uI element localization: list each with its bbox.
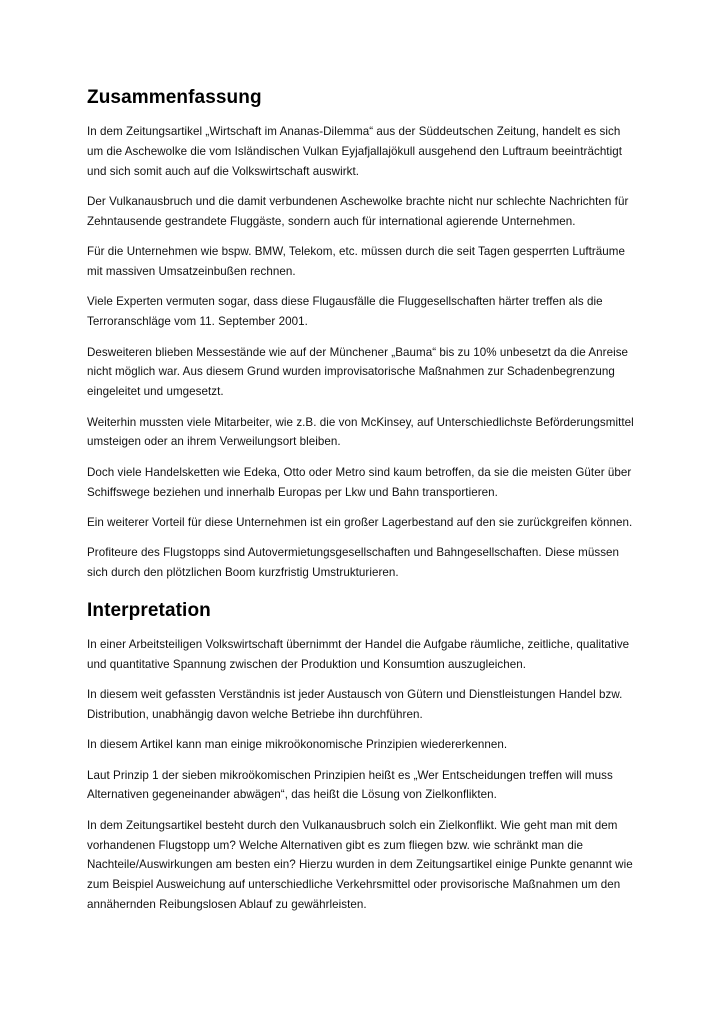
paragraph: Weiterhin mussten viele Mitarbeiter, wie z.B. die von McKinsey, auf Unterschiedlichste Beförderungsmittel umsteigen oder an ihrem Verweilungsort bleiben. [87, 415, 634, 449]
paragraph: In einer Arbeitsteiligen Volkswirtschaft übernimmt der Handel die Aufgabe räumliche, zeitliche, qualitative und quantitative Spannung zwischen der Produktion und Konsumtion auszugleichen. [87, 637, 630, 671]
paragraph: In diesem Artikel kann man einige mikroökonomische Prinzipien wiedererkennen. [87, 738, 508, 752]
paragraph: Viele Experten vermuten sogar, dass diese Flugausfälle die Fluggesellschaften härter treffen als die Terroranschläge vom 11. September 2001. [87, 295, 603, 329]
paragraph: Der Vulkanausbruch und die damit verbundenen Aschewolke brachte nicht nur schlechte Nachrichten für Zehntausende gestrandete Fluggäste, sondern auch für international agierende Unternehmen. [87, 194, 629, 228]
paragraph: Laut Prinzip 1 der sieben mikroökomischen Prinzipien heißt es „Wer Entscheidungen treffen will muss Alternativen gegeneinander abwägen“, das heißt die Lösung von Zielkonflikten. [87, 768, 613, 802]
section-zusammenfassung [87, 84, 638, 583]
paragraph: In diesem weit gefassten Verständnis ist jeder Austausch von Gütern und Dienstleistungen Handel bzw. Distribution, unabhängig davon welche Betriebe ihn durchführen. [87, 688, 623, 721]
paragraph: Desweiteren blieben Messestände wie auf der Münchener „Bauma“ bis zu 10% unbesetzt da die Anreise nicht möglich war. Aus diesem Grund wurden improvisatorische Maßnahmen zur Schadenbegrenzung eingeleitet und umgesetzt. [87, 345, 629, 399]
paragraph: Profiteure des Flugstopps sind Autovermietungsgesellschaften und Bahngesellschaften. Diese müssen sich durch den plötzlichen Boom kurzfristig Umstrukturieren. [87, 546, 620, 580]
paragraph: In dem Zeitungsartikel „Wirtschaft im Ananas-Dilemma“ aus der Süddeutschen Zeitung, handelt es sich um die Aschewolke die vom Isländischen Vulkan Eyjafjallajökull ausgehend den Luftraum beeinträchtigt und sich somit auch auf die Volkswirtschaft auswirkt. [87, 125, 622, 178]
paragraph: In dem Zeitungsartikel besteht durch den Vulkanausbruch solch ein Zielkonflikt. Wie geht man mit dem vorhandenen Flugstopp um? Welche Alternativen gibt es zum fliegen bzw. wie schränkt man die Nachteile/Auswirkungen am besten ein? Hierzu wurden in dem Zeitungsartikel einige Punkte genannt wie zum Beispiel Ausweichung auf unterschiedliche Verkehrsmittel oder provisorische Maßnahmen um den annähernden Reibungslosen Ablauf zu gewährleisten. [87, 818, 633, 912]
section-interpretation [87, 597, 638, 915]
paragraph: Ein weiterer Vorteil für diese Unternehmen ist ein großer Lagerbestand auf den sie zurückgreifen können. [87, 515, 633, 529]
section-heading: Interpretation [87, 599, 211, 621]
paragraph: Doch viele Handelsketten wie Edeka, Otto oder Metro sind kaum betroffen, da sie die meisten Güter über Schiffswege beziehen und innerhalb Europas per Lkw und Bahn transportieren. [87, 465, 632, 499]
paragraph: Für die Unternehmen wie bspw. BMW, Telekom, etc. müssen durch die seit Tagen gesperrten Lufträume mit massiven Umsatzeinbußen rechnen. [87, 245, 625, 278]
section-heading: Zusammenfassung [87, 87, 262, 108]
